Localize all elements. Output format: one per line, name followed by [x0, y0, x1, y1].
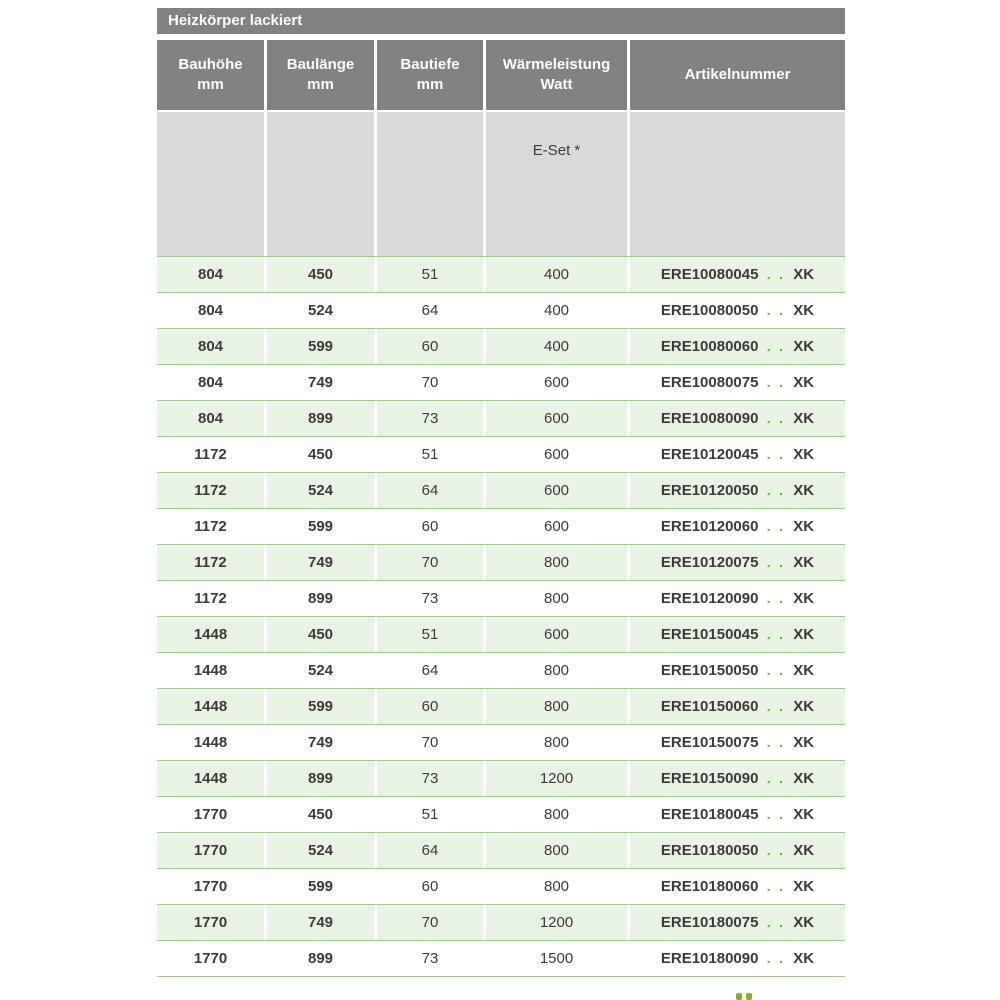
table-subheader-row — [157, 112, 845, 256]
artikelnummer-suffix: XK — [793, 842, 815, 859]
table-title: Heizkörper lackiert — [157, 8, 845, 34]
artikelnummer-prefix: ERE10080045 — [660, 266, 759, 283]
artikel-color-dots: . . — [760, 806, 792, 823]
baulaenge-cell: 524 — [267, 473, 374, 508]
artikel-color-dots: . . — [760, 482, 792, 499]
subheader-baulaenge — [267, 112, 374, 256]
artikel-color-dots: . . — [760, 878, 792, 895]
watt-cell: 600 — [486, 509, 627, 544]
artikelnummer-suffix: XK — [793, 590, 815, 607]
artikel-color-dots: . . — [760, 590, 792, 607]
bautiefe-cell: 73 — [377, 941, 483, 976]
artikelnummer-prefix: ERE10120050 — [660, 482, 759, 499]
artikelnummer-cell — [630, 545, 845, 580]
bauhoehe-cell: 1448 — [157, 689, 264, 724]
artikelnummer-cell — [630, 653, 845, 688]
table-row — [157, 293, 845, 329]
bautiefe-cell: 73 — [377, 401, 483, 436]
artikelnummer-suffix: XK — [793, 482, 815, 499]
watt-cell: 400 — [486, 329, 627, 364]
bautiefe-cell: 64 — [377, 473, 483, 508]
artikelnummer-cell — [630, 797, 845, 832]
baulaenge-cell: 599 — [267, 689, 374, 724]
bauhoehe-cell: 1448 — [157, 617, 264, 652]
table-row — [157, 617, 845, 653]
artikelnummer-cell — [630, 725, 845, 760]
artikelnummer-suffix: XK — [793, 626, 815, 643]
table-row — [157, 473, 845, 509]
bauhoehe-cell: 1770 — [157, 905, 264, 940]
table-row — [157, 761, 845, 797]
table-row — [157, 401, 845, 437]
bauhoehe-cell: 1172 — [157, 473, 264, 508]
header-waermeleistung-label: Wärmeleistung — [502, 55, 611, 73]
watt-cell: 400 — [486, 293, 627, 328]
bautiefe-cell: 73 — [377, 581, 483, 616]
table-row — [157, 509, 845, 545]
page-footer-green-dots-icon — [736, 993, 752, 1000]
watt-cell: 800 — [486, 581, 627, 616]
baulaenge-cell: 450 — [267, 437, 374, 472]
header-bauhoehe — [157, 40, 264, 110]
artikelnummer-suffix: XK — [793, 950, 815, 967]
header-bauhoehe-unit: mm — [197, 76, 224, 93]
subheader-artikelnummer — [630, 112, 845, 256]
artikelnummer-suffix: XK — [793, 518, 815, 535]
watt-cell: 800 — [486, 689, 627, 724]
table-row — [157, 365, 845, 401]
bautiefe-cell: 70 — [377, 905, 483, 940]
artikel-color-dots: . . — [760, 338, 792, 355]
subheader-bauhoehe — [157, 112, 264, 256]
header-waermeleistung-unit: Watt — [540, 76, 573, 93]
artikel-color-dots: . . — [760, 302, 792, 319]
bauhoehe-cell: 804 — [157, 257, 264, 292]
bautiefe-cell: 60 — [377, 869, 483, 904]
artikelnummer-cell — [630, 617, 845, 652]
table-row — [157, 329, 845, 365]
header-artikelnummer-label: Artikelnummer — [684, 65, 791, 83]
table-header-row — [157, 40, 845, 110]
baulaenge-cell: 899 — [267, 401, 374, 436]
bauhoehe-cell: 804 — [157, 365, 264, 400]
artikelnummer-cell — [630, 293, 845, 328]
bauhoehe-cell: 1172 — [157, 437, 264, 472]
bautiefe-cell: 70 — [377, 725, 483, 760]
artikelnummer-suffix: XK — [793, 374, 815, 391]
header-bautiefe — [377, 40, 483, 110]
watt-cell: 600 — [486, 437, 627, 472]
baulaenge-cell: 899 — [267, 941, 374, 976]
artikelnummer-cell — [630, 941, 845, 976]
artikel-color-dots: . . — [760, 842, 792, 859]
baulaenge-cell: 524 — [267, 653, 374, 688]
watt-cell: 800 — [486, 869, 627, 904]
table-rows — [157, 256, 845, 977]
artikelnummer-prefix: ERE10150060 — [660, 698, 759, 715]
table-row — [157, 437, 845, 473]
artikel-color-dots: . . — [760, 626, 792, 643]
bautiefe-cell: 51 — [377, 257, 483, 292]
artikelnummer-prefix: ERE10120060 — [660, 518, 759, 535]
artikelnummer-prefix: ERE10180060 — [660, 878, 759, 895]
header-baulaenge-unit: mm — [307, 76, 334, 93]
bautiefe-cell: 64 — [377, 293, 483, 328]
table-row — [157, 797, 845, 833]
watt-cell: 600 — [486, 473, 627, 508]
watt-cell: 600 — [486, 401, 627, 436]
baulaenge-cell: 450 — [267, 617, 374, 652]
artikel-color-dots: . . — [760, 662, 792, 679]
artikelnummer-prefix: ERE10080075 — [660, 374, 759, 391]
header-bautiefe-label: Bautiefe — [400, 55, 460, 73]
bautiefe-cell: 64 — [377, 833, 483, 868]
artikelnummer-prefix: ERE10120045 — [660, 446, 759, 463]
table-row — [157, 941, 845, 977]
artikel-color-dots: . . — [760, 410, 792, 427]
watt-cell: 1500 — [486, 941, 627, 976]
artikelnummer-cell — [630, 581, 845, 616]
artikelnummer-cell — [630, 869, 845, 904]
artikelnummer-suffix: XK — [793, 554, 815, 571]
artikel-color-dots: . . — [760, 914, 792, 931]
artikel-color-dots: . . — [760, 770, 792, 787]
artikelnummer-suffix: XK — [793, 410, 815, 427]
baulaenge-cell: 599 — [267, 329, 374, 364]
artikelnummer-cell — [630, 329, 845, 364]
baulaenge-cell: 749 — [267, 905, 374, 940]
bautiefe-cell: 70 — [377, 365, 483, 400]
baulaenge-cell: 749 — [267, 365, 374, 400]
artikelnummer-prefix: ERE10150050 — [660, 662, 759, 679]
artikelnummer-suffix: XK — [793, 698, 815, 715]
baulaenge-cell: 524 — [267, 293, 374, 328]
artikelnummer-suffix: XK — [793, 770, 815, 787]
baulaenge-cell: 899 — [267, 761, 374, 796]
table-row — [157, 653, 845, 689]
header-waermeleistung — [486, 40, 627, 110]
artikelnummer-prefix: ERE10180045 — [660, 806, 759, 823]
bauhoehe-cell: 1448 — [157, 653, 264, 688]
artikelnummer-cell — [630, 401, 845, 436]
bauhoehe-cell: 1448 — [157, 725, 264, 760]
watt-cell: 800 — [486, 833, 627, 868]
artikelnummer-prefix: ERE10080060 — [660, 338, 759, 355]
bauhoehe-cell: 1770 — [157, 941, 264, 976]
bauhoehe-cell: 1172 — [157, 581, 264, 616]
watt-cell: 1200 — [486, 905, 627, 940]
artikelnummer-cell — [630, 905, 845, 940]
artikelnummer-prefix: ERE10120075 — [660, 554, 759, 571]
bautiefe-cell: 73 — [377, 761, 483, 796]
table-row — [157, 725, 845, 761]
watt-cell: 800 — [486, 545, 627, 580]
artikel-color-dots: . . — [760, 374, 792, 391]
bauhoehe-cell: 1172 — [157, 545, 264, 580]
artikelnummer-suffix: XK — [793, 338, 815, 355]
artikelnummer-prefix: ERE10150075 — [660, 734, 759, 751]
artikelnummer-cell — [630, 761, 845, 796]
bautiefe-cell: 60 — [377, 689, 483, 724]
header-bauhoehe-label: Bauhöhe — [178, 55, 243, 73]
baulaenge-cell: 450 — [267, 257, 374, 292]
bauhoehe-cell: 804 — [157, 329, 264, 364]
artikelnummer-suffix: XK — [793, 734, 815, 751]
watt-cell: 800 — [486, 797, 627, 832]
artikel-color-dots: . . — [760, 554, 792, 571]
baulaenge-cell: 899 — [267, 581, 374, 616]
artikelnummer-prefix: ERE10180075 — [660, 914, 759, 931]
artikelnummer-cell — [630, 473, 845, 508]
bauhoehe-cell: 1172 — [157, 509, 264, 544]
artikelnummer-cell — [630, 365, 845, 400]
artikelnummer-suffix: XK — [793, 662, 815, 679]
table-row — [157, 257, 845, 293]
subheader-eset: E-Set * — [486, 112, 627, 256]
watt-cell: 800 — [486, 725, 627, 760]
bauhoehe-cell: 1448 — [157, 761, 264, 796]
artikelnummer-prefix: ERE10080090 — [660, 410, 759, 427]
artikelnummer-cell — [630, 689, 845, 724]
bautiefe-cell: 70 — [377, 545, 483, 580]
artikelnummer-suffix: XK — [793, 266, 815, 283]
artikelnummer-suffix: XK — [793, 446, 815, 463]
table-row — [157, 689, 845, 725]
artikelnummer-suffix: XK — [793, 878, 815, 895]
header-artikelnummer — [630, 40, 845, 110]
bautiefe-cell: 51 — [377, 437, 483, 472]
baulaenge-cell: 749 — [267, 545, 374, 580]
artikelnummer-cell — [630, 437, 845, 472]
artikelnummer-cell — [630, 509, 845, 544]
bautiefe-cell: 51 — [377, 617, 483, 652]
table-row — [157, 833, 845, 869]
bauhoehe-cell: 1770 — [157, 797, 264, 832]
baulaenge-cell: 599 — [267, 509, 374, 544]
artikel-color-dots: . . — [760, 518, 792, 535]
bauhoehe-cell: 804 — [157, 401, 264, 436]
artikelnummer-prefix: ERE10150090 — [660, 770, 759, 787]
baulaenge-cell: 749 — [267, 725, 374, 760]
bauhoehe-cell: 1770 — [157, 833, 264, 868]
header-baulaenge — [267, 40, 374, 110]
subheader-bautiefe — [377, 112, 483, 256]
bautiefe-cell: 60 — [377, 509, 483, 544]
artikel-color-dots: . . — [760, 950, 792, 967]
artikelnummer-cell — [630, 257, 845, 292]
artikelnummer-cell — [630, 833, 845, 868]
bautiefe-cell: 60 — [377, 329, 483, 364]
artikelnummer-prefix: ERE10180050 — [660, 842, 759, 859]
baulaenge-cell: 450 — [267, 797, 374, 832]
artikel-color-dots: . . — [760, 698, 792, 715]
table-row — [157, 581, 845, 617]
table-row — [157, 869, 845, 905]
watt-cell: 1200 — [486, 761, 627, 796]
header-bautiefe-unit: mm — [416, 76, 444, 93]
artikelnummer-prefix: ERE10120090 — [660, 590, 759, 607]
product-table — [157, 8, 845, 977]
artikel-color-dots: . . — [760, 734, 792, 751]
table-row — [157, 905, 845, 941]
bautiefe-cell: 64 — [377, 653, 483, 688]
artikel-color-dots: . . — [760, 266, 792, 283]
artikelnummer-prefix: ERE10150045 — [660, 626, 759, 643]
watt-cell: 400 — [486, 257, 627, 292]
header-baulaenge-label: Baulänge — [286, 55, 355, 73]
artikelnummer-prefix: ERE10180090 — [660, 950, 759, 967]
watt-cell: 600 — [486, 365, 627, 400]
bautiefe-cell: 51 — [377, 797, 483, 832]
baulaenge-cell: 599 — [267, 869, 374, 904]
watt-cell: 800 — [486, 653, 627, 688]
artikelnummer-prefix: ERE10080050 — [660, 302, 759, 319]
artikel-color-dots: . . — [760, 446, 792, 463]
watt-cell: 600 — [486, 617, 627, 652]
bauhoehe-cell: 804 — [157, 293, 264, 328]
artikelnummer-suffix: XK — [793, 302, 815, 319]
baulaenge-cell: 524 — [267, 833, 374, 868]
artikelnummer-suffix: XK — [793, 914, 815, 931]
artikelnummer-suffix: XK — [793, 806, 815, 823]
bauhoehe-cell: 1770 — [157, 869, 264, 904]
table-row — [157, 545, 845, 581]
